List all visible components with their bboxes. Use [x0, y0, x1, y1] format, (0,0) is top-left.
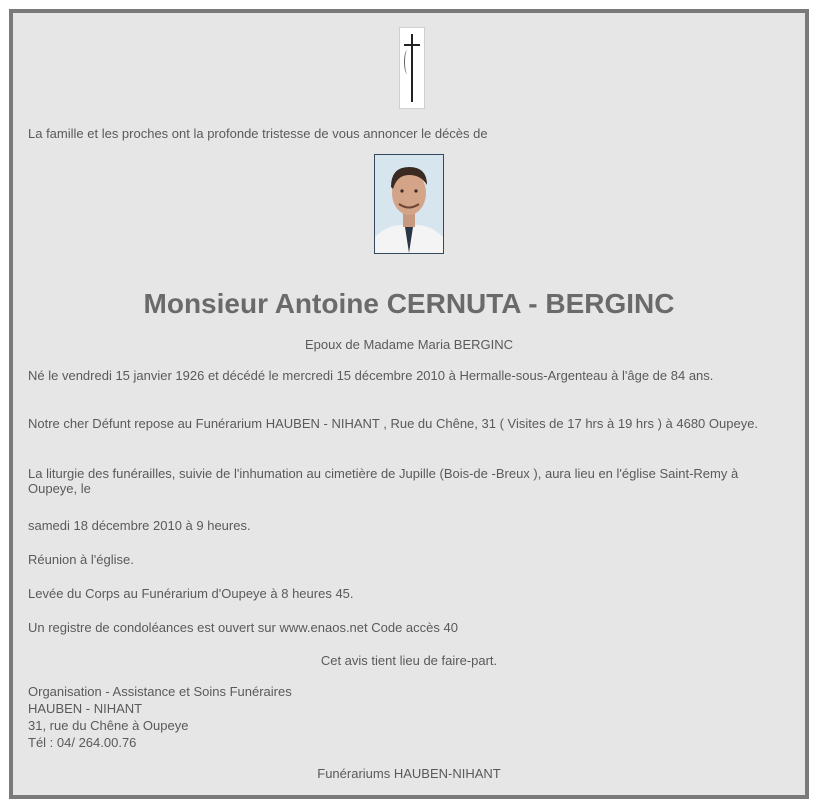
footer-funeral-home: Funérariums HAUBEN-NIHANT	[317, 766, 501, 781]
birth-death-paragraph: Né le vendredi 15 janvier 1926 et décédé le mercredi 15 décembre 2010 à Hermalle-sous-Argenteau à l'âge de 84 ans.	[28, 368, 714, 383]
portrait-photo	[374, 154, 444, 254]
deceased-name: Monsieur Antoine CERNUTA - BERGINC	[143, 288, 675, 319]
meeting-line: Réunion à l'église.	[28, 552, 134, 567]
cross-icon	[399, 27, 425, 109]
ceremony-date: samedi 18 décembre 2010 à 9 heures.	[28, 518, 251, 533]
rests-paragraph: Notre cher Défunt repose au Funérarium HAUBEN - NIHANT , Rue du Chêne, 31 ( Visites de 17 hrs à 19 hrs ) à 4680 Oupeye.	[28, 416, 759, 431]
org-line-2: HAUBEN - NIHANT	[28, 701, 143, 716]
org-line-1: Organisation - Assistance et Soins Funéraires	[28, 684, 292, 699]
liturgy-paragraph: La liturgie des funérailles, suivie de l'inhumation au cimetière de Jupille (Bois-de -Breux ), aura lieu en l'église Saint-Remy à Oupeye, le	[28, 466, 739, 496]
obituary-card	[9, 9, 809, 799]
intro-text: La famille et les proches ont la profonde tristesse de vous annoncer le décès de	[28, 126, 488, 141]
spouse-line: Epoux de Madame Maria BERGINC	[304, 337, 514, 352]
org-line-3: 31, rue du Chêne à Oupeye	[28, 718, 189, 733]
org-line-4: Tél : 04/ 264.00.76	[28, 735, 137, 750]
levee-line: Levée du Corps au Funérarium d'Oupeye à 8 heures 45.	[28, 586, 354, 601]
faire-part-notice: Cet avis tient lieu de faire-part.	[320, 653, 498, 668]
condolence-register: Un registre de condoléances est ouvert sur www.enaos.net Code accès 40	[28, 620, 458, 635]
